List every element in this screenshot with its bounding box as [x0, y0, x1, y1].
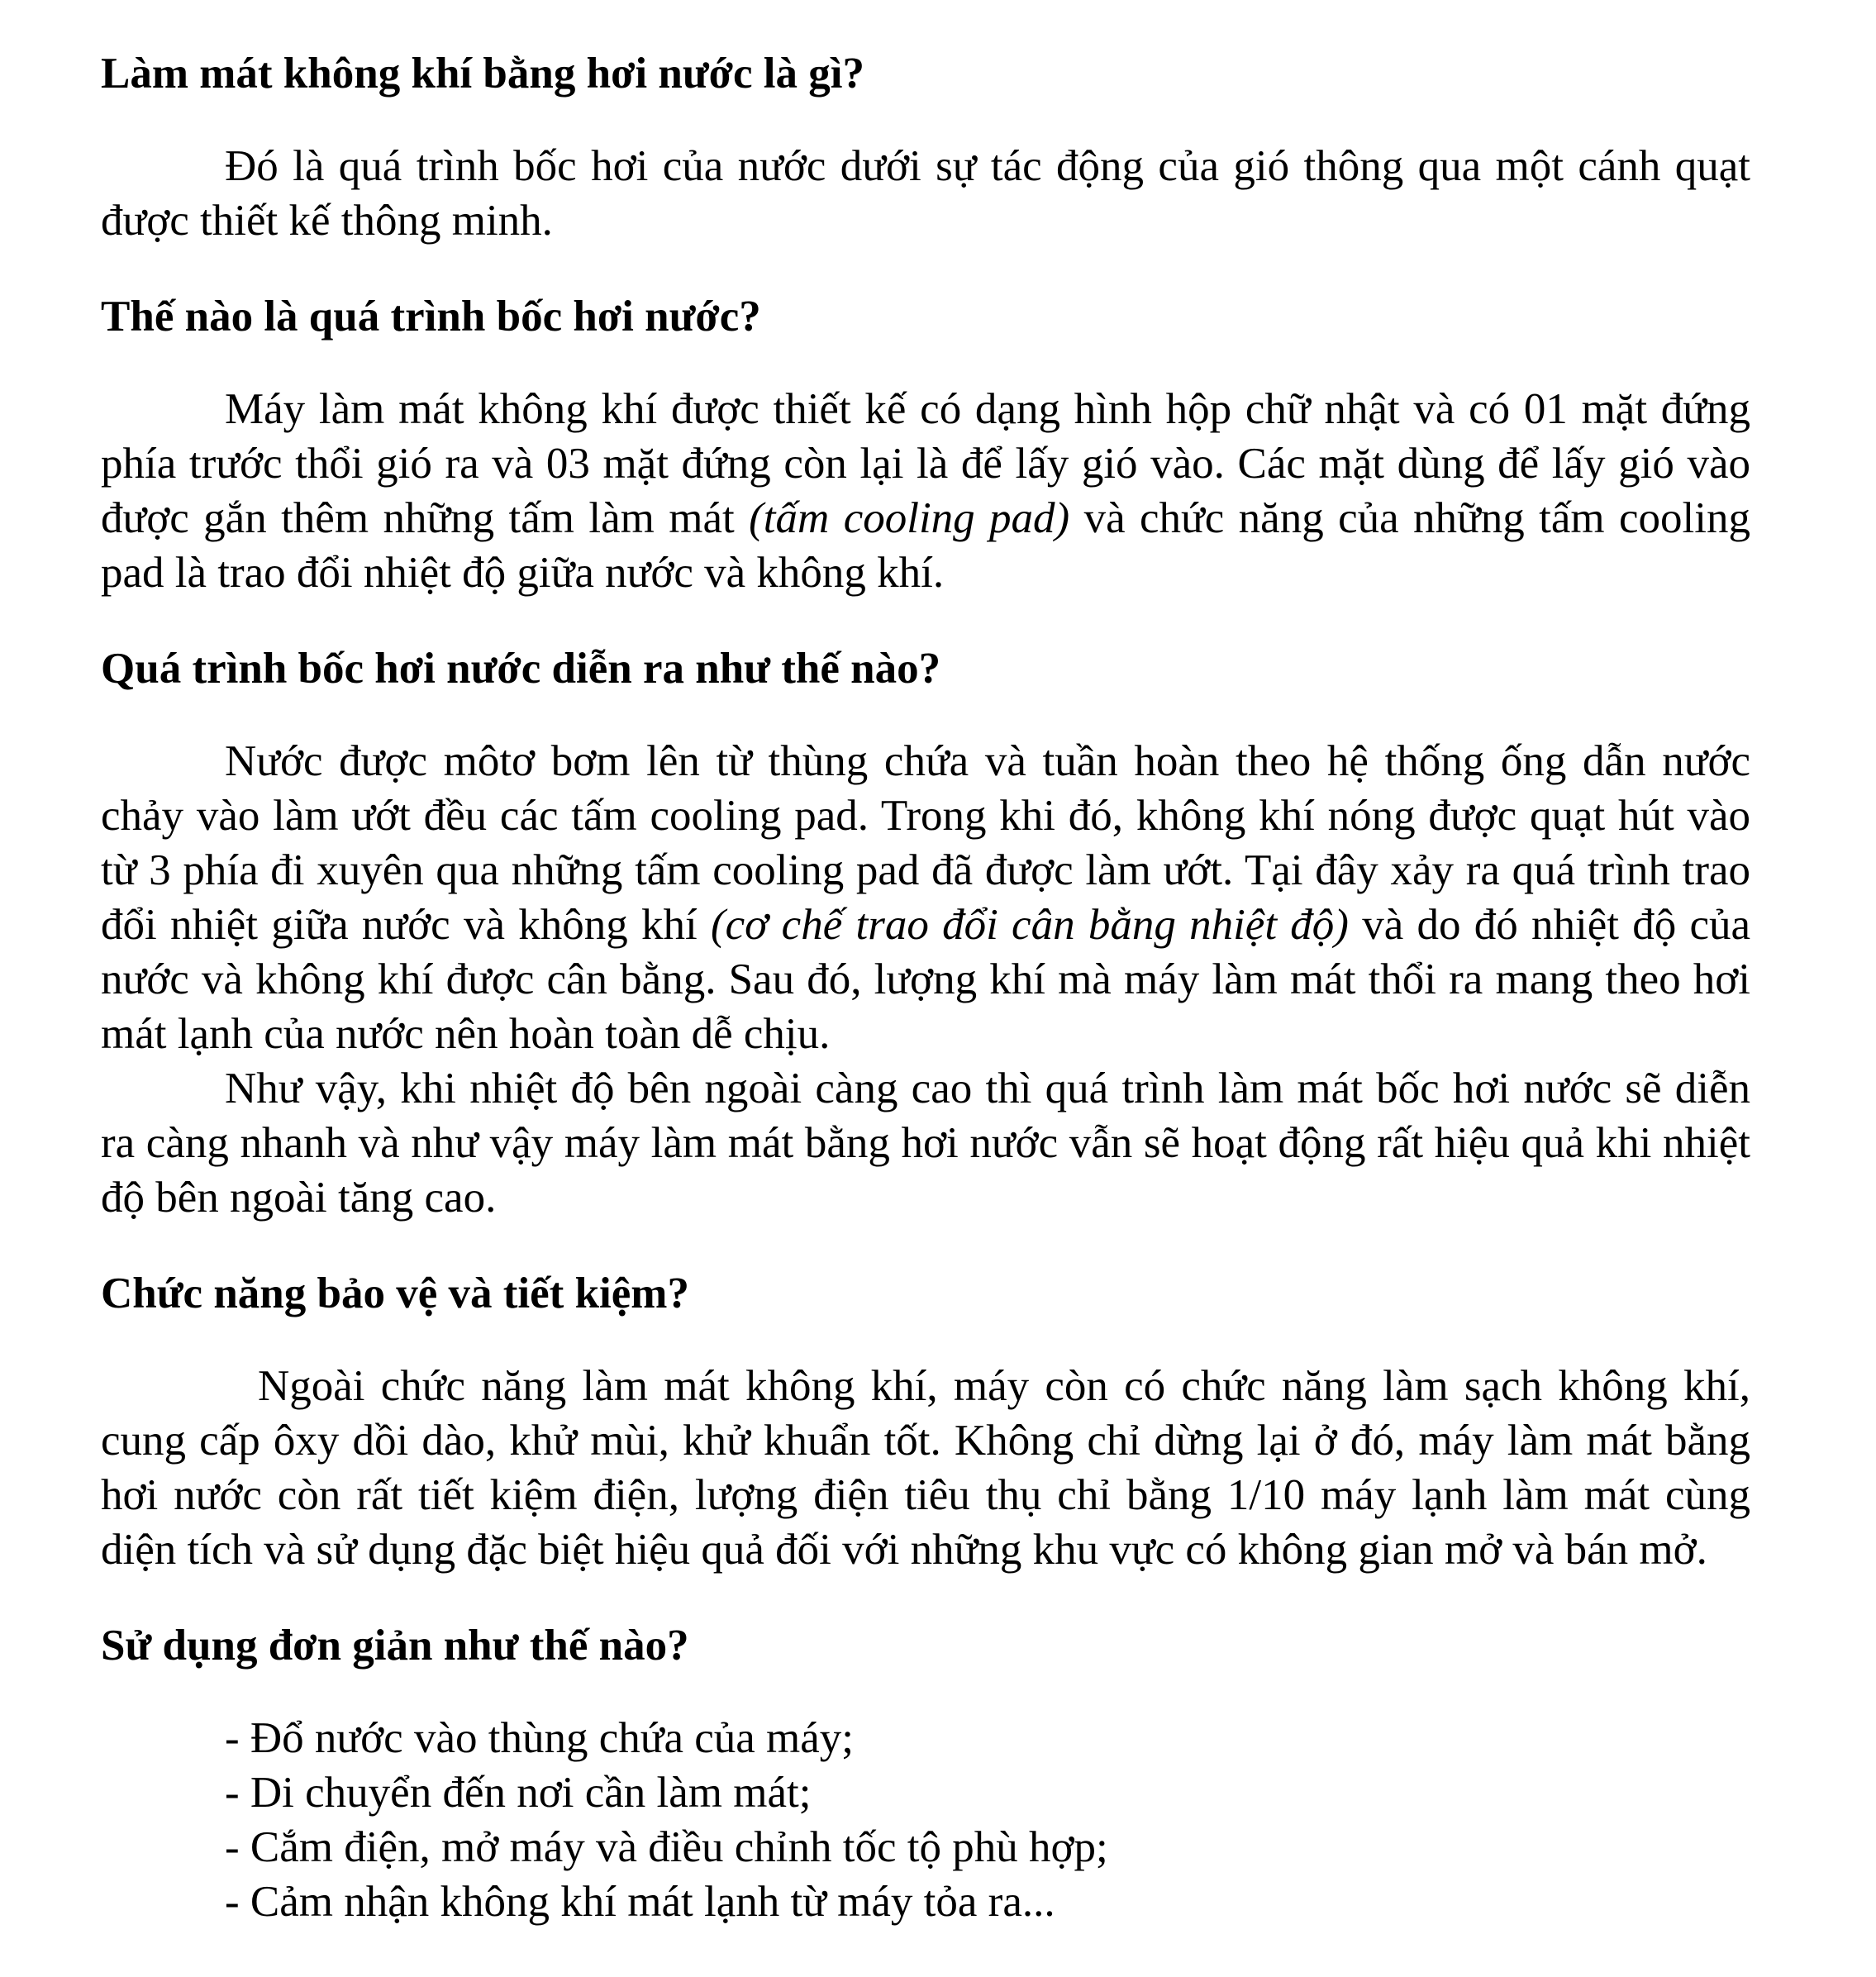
- section-heading-evaporation-process: Thế nào là quá trình bốc hơi nước?: [101, 293, 761, 341]
- document-page: [101, 46, 1750, 1929]
- paragraph-temperature-effect: [101, 1061, 1750, 1225]
- paragraph-text: Nước được môtơ bơm lên từ thùng chứa và tuần hoàn theo hệ thống ống dẫn nước chảy vào làm ướt đều các tấm cooling pad. Trong khi đó, không khí nóng được quạt hút vào từ 3 phía đi xuyên qua những tấm cooling pad đã được làm ướt. Tại đây xảy ra quá trình trao đổi nhiệt giữa nước và không khí: [101, 737, 1750, 949]
- paragraph-features: [101, 1359, 1750, 1577]
- list-item: - Di chuyển đến nơi cần làm mát;: [225, 1769, 812, 1817]
- list-item: - Đổ nước vào thùng chứa của máy;: [225, 1714, 854, 1762]
- paragraph-device-design: [101, 382, 1750, 600]
- paragraph-text: Máy làm mát không khí được thiết kế có dạng hình hộp chữ nhật và có 01 mặt đứng phía trước thổi gió ra và 03 mặt đứng còn lại là để lấy gió vào. Các mặt dùng để lấy gió vào được gắn thêm những tấm làm mát: [101, 385, 1750, 542]
- paragraph-italic-text: (tấm cooling pad): [749, 494, 1070, 542]
- paragraph-text: và do đó nhiệt độ của nước và không khí được cân bằng. Sau đó, lượng khí mà máy làm mát thổi ra mang theo hơi mát lạnh của nước nên hoàn toàn dễ chịu.: [101, 901, 1751, 1058]
- section-heading-protection-and-saving: Chức năng bảo vệ và tiết kiệm?: [101, 1270, 689, 1317]
- paragraph-text: Đó là quá trình bốc hơi của nước dưới sự tác động của gió thông qua một cánh quạt được thiết kế thông minh.: [101, 142, 1750, 245]
- list-item: - Cắm điện, mở máy và điều chỉnh tốc tộ phù hợp;: [225, 1823, 1108, 1871]
- paragraph-definition: [101, 139, 1750, 248]
- section-heading-what-is-evaporative-cooling: Làm mát không khí bằng hơi nước là gì?: [101, 50, 865, 98]
- section-heading-how-evaporation-happens: Quá trình bốc hơi nước diễn ra như thế nào?: [101, 645, 941, 693]
- list-item: - Cảm nhận không khí mát lạnh từ máy tỏa ra...: [225, 1878, 1055, 1926]
- paragraph-text: Ngoài chức năng làm mát không khí, máy còn có chức năng làm sạch không khí, cung cấp ôxy dồi dào, khử mùi, khử khuẩn tốt. Không chỉ dừng lại ở đó, máy làm mát bằng hơi nước còn rất tiết kiệm điện, lượng điện tiêu thụ chỉ bằng 1/10 máy lạnh làm mát cùng diện tích và sử dụng đặc biệt hiệu quả đối với những khu vực có không gian mở và bán mở.: [101, 1362, 1750, 1574]
- paragraph-text: Như vậy, khi nhiệt độ bên ngoài càng cao thì quá trình làm mát bốc hơi nước sẽ diễn ra càng nhanh và như vậy máy làm mát bằng hơi nước vẫn sẽ hoạt động rất hiệu quả khi nhiệt độ bên ngoài tăng cao.: [101, 1065, 1750, 1222]
- paragraph-water-circulation: [101, 734, 1750, 1061]
- section-heading-simple-usage: Sử dụng đơn giản như thế nào?: [101, 1622, 689, 1670]
- usage-steps-list: [101, 1711, 1750, 1929]
- paragraph-text: và chức năng của những tấm cooling pad là trao đổi nhiệt độ giữa nước và không khí.: [101, 494, 1750, 597]
- paragraph-italic-text: (cơ chế trao đổi cân bằng nhiệt độ): [710, 901, 1349, 949]
